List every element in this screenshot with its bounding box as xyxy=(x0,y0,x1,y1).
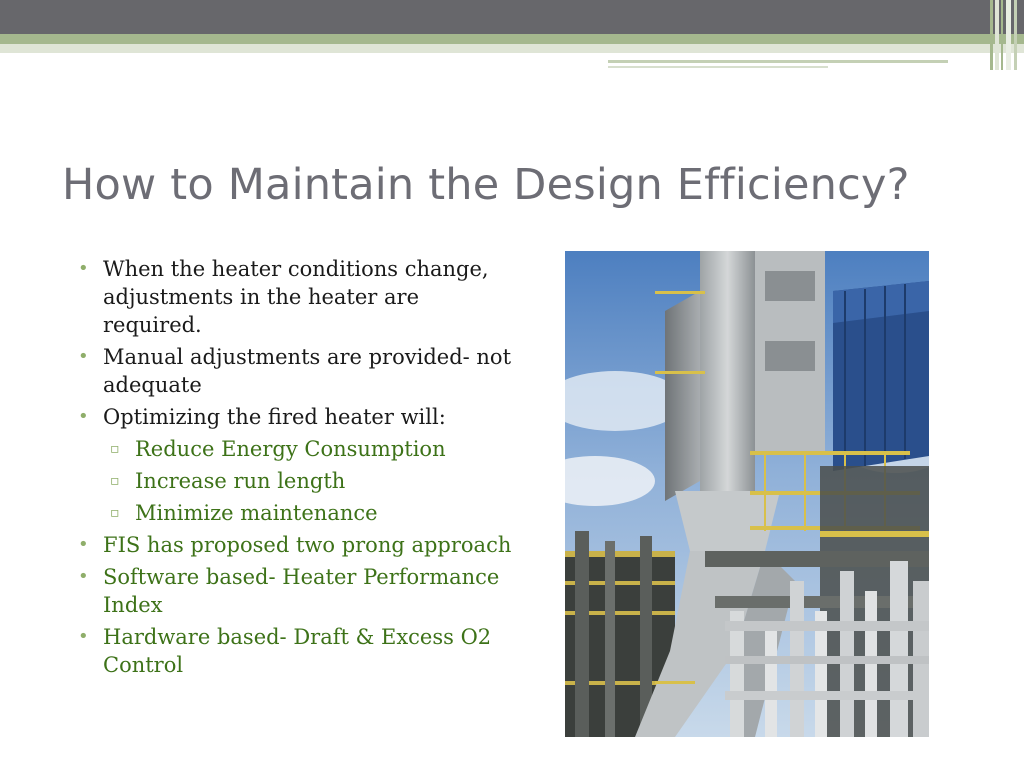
heater-photo-illustration xyxy=(565,251,929,737)
bullet-list-container xyxy=(78,255,518,683)
sub-bullet-item: ▫ Reduce Energy Consumption xyxy=(78,435,518,463)
header-bar xyxy=(0,0,1024,34)
bullet-item: • Hardware based- Draft & Excess O2 Control xyxy=(78,623,518,679)
bullet-item: • Optimizing the fired heater will: xyxy=(78,403,518,431)
heater-photo xyxy=(565,251,929,737)
bullet-item: • FIS has proposed two prong approach xyxy=(78,531,518,559)
sub-bullet-item: ▫ Increase run length xyxy=(78,467,518,495)
sub-bullet-list xyxy=(78,435,518,527)
sub-bullet-item: ▫ Minimize maintenance xyxy=(78,499,518,527)
header-pale-stripe xyxy=(0,44,1024,53)
bullet-item: • Software based- Heater Performance Index xyxy=(78,563,518,619)
bullet-list xyxy=(78,255,518,679)
header-accent-stripe xyxy=(0,34,1024,44)
bullet-item: • When the heater conditions change, adjustments in the heater are required. xyxy=(78,255,518,339)
decorative-line xyxy=(608,60,948,63)
sub-bullet-group xyxy=(78,435,518,527)
bullet-item: • Manual adjustments are provided- not adequate xyxy=(78,343,518,399)
slide-title: How to Maintain the Design Efficiency? xyxy=(62,160,910,210)
decorative-line xyxy=(608,66,828,68)
vertical-stripes-decoration xyxy=(990,0,1024,70)
